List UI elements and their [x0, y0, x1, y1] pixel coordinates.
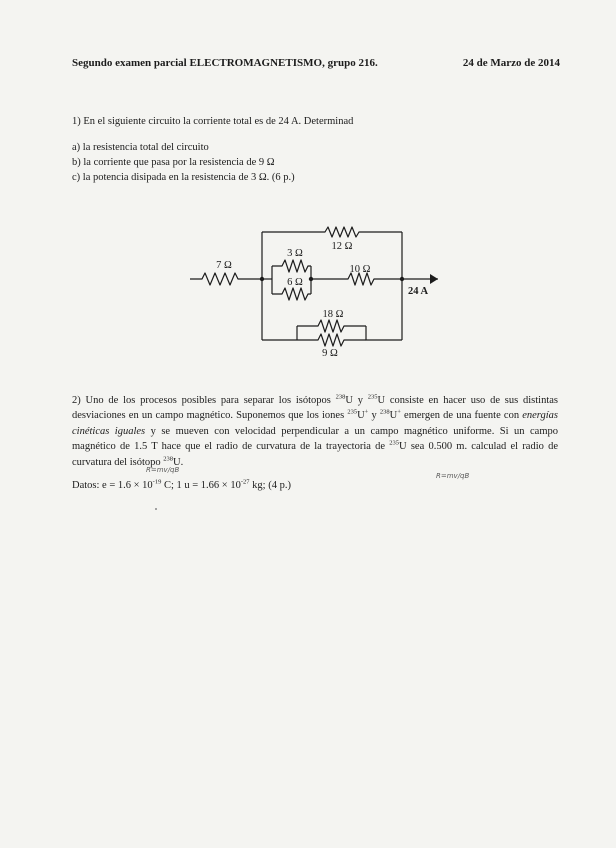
label-current: 24 A	[408, 286, 429, 297]
constants-data: Datos: $e = 1.6 \times 10^{-19}$ C; 1 $u = 1.66 \times 10^{-27}$ kg; (4 p.)	[72, 478, 291, 491]
circuit-wires	[190, 227, 438, 346]
current-arrow-icon	[430, 274, 438, 284]
problem-1-statement: 1) En el siguiente circuito la corriente total es de 24 A. Determinad	[72, 116, 354, 127]
mass-number: 238	[379, 408, 390, 416]
exam-title: Segundo examen parcial ELECTROMAGNETISMO, grupo 216.	[72, 57, 378, 69]
handwritten-note: R=mv/qB	[436, 472, 470, 480]
junction-node	[309, 277, 313, 281]
handwritten-note: R=mv/qB	[146, 466, 180, 474]
scan-speck	[155, 508, 157, 510]
resistor-7-ohm	[190, 273, 262, 285]
mass-number: 238	[335, 393, 346, 401]
problem-1	[72, 114, 552, 185]
label-7-ohm: 7 Ω	[216, 260, 232, 271]
junction-node	[400, 277, 404, 281]
label-3-ohm: 3 Ω	[287, 248, 303, 259]
problem-1-item-a: a) la resistencia total del circuito	[72, 142, 209, 153]
mass-number: 235	[347, 408, 358, 416]
label-9-ohm: 9 Ω	[322, 348, 338, 359]
ion-charge: +	[364, 408, 369, 416]
mass-number: 235	[389, 439, 400, 447]
resistor-6-ohm	[272, 288, 311, 300]
label-6-ohm: 6 Ω	[287, 277, 303, 288]
problem-1-item-b: b) la corriente que pasa por la resistencia de 9 Ω	[72, 157, 275, 168]
resistor-12-ohm	[262, 227, 402, 237]
exponent: -27	[240, 478, 250, 486]
problem-1-item-c: c) la potencia disipada en la resistencia de 3 Ω. (6 p.)	[72, 172, 295, 183]
exponent: -19	[152, 478, 162, 486]
exam-date: 24 de Marzo de 2014	[462, 57, 560, 69]
label-18-ohm: 18 Ω	[322, 309, 344, 320]
ion-charge: +	[397, 408, 401, 416]
mass-number: 238	[163, 455, 174, 463]
mass-number: 235	[367, 393, 378, 401]
resistor-18-ohm	[297, 320, 366, 332]
circuit-diagram	[180, 222, 450, 362]
problem-2: 2) Uno de los procesos posibles para separar los isótopos $^{238}$U y $^{235}$U consiste en hacer uso de sus distintas desviaciones en un campo magnético. Suponemos que los iones $^{235}$U+ y $^{238}$U+ emergen de una fuente con energías cinéticas iguales y se mueven con velocidad perpendicular a un campo magnético uniforme. Si un campo magnético de 1.5 T hace que el radio de curvatura de la trayectoria de $^{235}$U sea 0.500 m. calculad el radio de curvatura del isótopo $^{238}$U.	[72, 393, 559, 468]
resistor-3-ohm	[272, 260, 311, 272]
label-10-ohm: 10 Ω	[349, 264, 371, 275]
resistor-9-ohm	[297, 334, 366, 346]
label-12-ohm: 12 Ω	[331, 241, 353, 252]
emphasis-text: energías cinéticas iguales	[72, 410, 558, 437]
junction-node	[260, 277, 264, 281]
